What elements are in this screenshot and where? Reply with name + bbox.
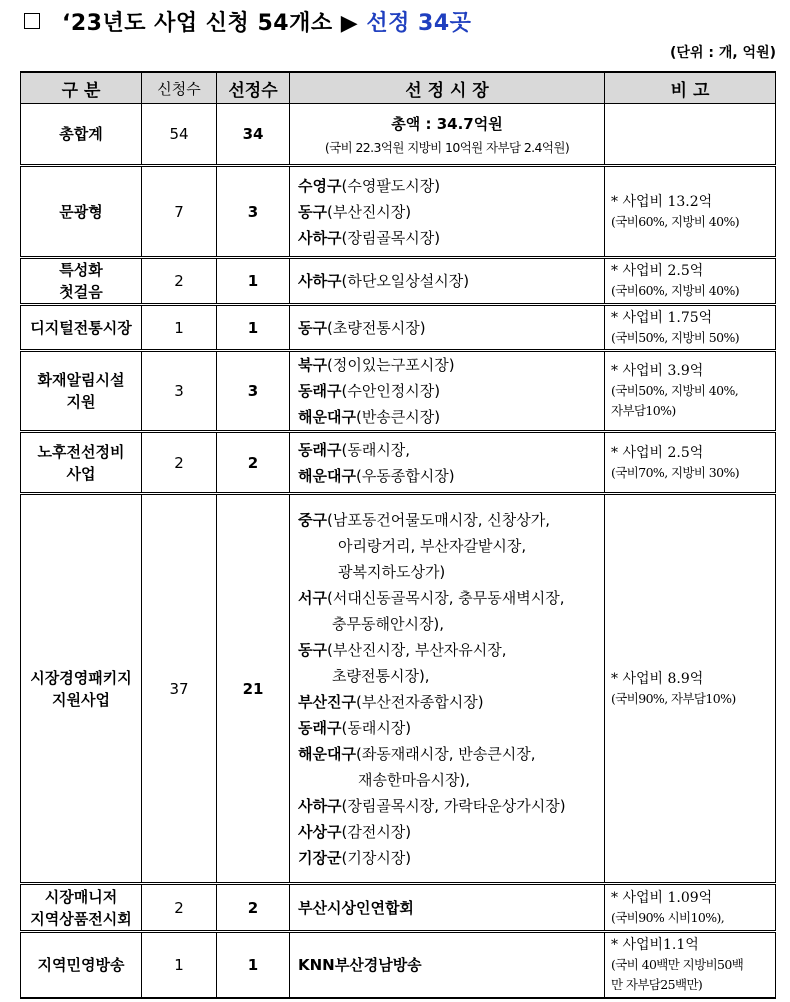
title-prefix: ‘23년도 사업 신청 54개소 ▶: [62, 10, 359, 36]
market-line: [298, 845, 604, 871]
market-names: (장림골목시장, 가락타운상가시장): [341, 796, 566, 815]
market-names: (수안인정시장): [341, 382, 441, 400]
note-main: * 사업비 8.9억: [611, 670, 704, 687]
market-line: [298, 199, 604, 225]
note-cell: [605, 166, 776, 258]
district-name: 사하구: [298, 272, 342, 290]
total-row: [21, 104, 776, 166]
selected-count: 2: [217, 432, 290, 494]
checkbox-square-icon: [24, 13, 40, 29]
district-name: 사하구: [298, 228, 342, 247]
unit-label: (단위 : 개, 억원): [670, 45, 776, 61]
market-line: [298, 819, 604, 845]
total-selected: 34: [217, 104, 290, 166]
market-names: 초량전통시장),: [332, 666, 430, 685]
market-line: [298, 793, 604, 819]
market-names: (서대신동골목시장, 충무동새벽시장,: [326, 588, 565, 607]
selected-count: 2: [217, 884, 290, 932]
table-row: [21, 166, 776, 258]
header-selected: 선정수: [217, 72, 290, 104]
market-line: [298, 559, 604, 585]
market-line: [298, 663, 604, 689]
market-line: [298, 715, 604, 741]
market-names: (부산진시장, 부산자유시장,: [326, 640, 507, 659]
note-main: * 사업비 2.5억: [611, 263, 704, 279]
district-name: 동구: [298, 640, 327, 659]
market-line: [298, 437, 604, 463]
district-name: 동래구: [298, 718, 342, 737]
category-cell: [21, 884, 142, 932]
table-header-row: [21, 72, 776, 104]
category-cell: [21, 258, 142, 305]
district-name: 부산시상인연합회: [298, 898, 414, 917]
page-title: [24, 6, 471, 36]
note-sub: (국비60%, 지방비 40%): [611, 283, 740, 298]
table-row: [21, 258, 776, 305]
category-label-line: 시장경영패키지: [30, 668, 132, 687]
markets-cell: [290, 305, 605, 351]
total-applied: 54: [142, 104, 217, 166]
category-label-line: 화재알림시설: [37, 371, 125, 389]
district-name: 해운대구: [298, 408, 356, 426]
markets-cell: [290, 351, 605, 432]
district-name: 사상구: [298, 822, 342, 841]
category-cell: [21, 932, 142, 998]
market-line: [298, 225, 604, 251]
title-highlight: 선정 34곳: [366, 10, 472, 36]
table-row: [21, 305, 776, 351]
market-names: 광복지하도상가): [338, 562, 446, 581]
market-names: (우동종합시장): [355, 466, 455, 485]
market-names: (하단오일상설시장): [341, 272, 470, 290]
applied-count: 1: [142, 305, 217, 351]
category-label: 지역민영방송: [37, 955, 125, 974]
market-line: [298, 611, 604, 637]
note-sub: (국비90% 시비10%),: [611, 909, 725, 925]
note-main: * 사업비 13.2억: [611, 193, 713, 210]
note-sub: (국비90%, 자부담10%): [611, 690, 736, 706]
market-line: [298, 741, 604, 767]
selection-table: [20, 71, 776, 999]
market-line: [298, 507, 604, 533]
total-note: [605, 104, 776, 166]
district-name: 서구: [298, 588, 327, 607]
markets-cell: [290, 432, 605, 494]
category-cell: [21, 494, 142, 884]
selected-count: 21: [217, 494, 290, 884]
table-row: [21, 432, 776, 494]
district-name: 해운대구: [298, 744, 356, 763]
category-cell: [21, 351, 142, 432]
market-line: [298, 404, 604, 430]
market-names: 재송한마음시장),: [358, 770, 471, 789]
market-line: [298, 585, 604, 611]
applied-count: 2: [142, 258, 217, 305]
header-note: 비 고: [605, 72, 776, 104]
district-name: 동구: [298, 318, 327, 337]
applied-count: 7: [142, 166, 217, 258]
market-line: [298, 378, 604, 404]
market-names: (장림골목시장): [341, 228, 441, 247]
header-applied: 신청수: [142, 72, 217, 104]
market-names: (정이있는구포시장): [326, 356, 455, 374]
category-cell: [21, 166, 142, 258]
category-cell: [21, 305, 142, 351]
district-name: KNN부산경남방송: [298, 955, 422, 974]
market-names: (반송큰시장): [355, 408, 441, 426]
note-sub: (국비70%, 지방비 30%): [611, 464, 740, 480]
market-names: (부산진시장): [326, 202, 412, 221]
selected-count: 3: [217, 351, 290, 432]
market-line: [298, 315, 604, 341]
markets-cell: [290, 932, 605, 998]
market-names: 충무동해안시장),: [332, 614, 445, 633]
district-name: 북구: [298, 356, 327, 374]
market-line: [298, 268, 604, 294]
total-label: 총합계: [21, 104, 142, 166]
selected-count: 1: [217, 305, 290, 351]
markets-cell: [290, 884, 605, 932]
total-amount-cell: [290, 104, 605, 166]
selected-count: 3: [217, 166, 290, 258]
category-label-line: 사업: [66, 464, 96, 483]
market-names: (감전시장): [341, 822, 412, 841]
market-names: (수영팔도시장): [341, 176, 441, 195]
note-main: * 사업비 1.09억: [611, 889, 713, 906]
district-name: 동구: [298, 202, 327, 221]
market-names: (초량전통시장): [326, 318, 426, 337]
market-names: 아리랑거리, 부산자갈밭시장,: [338, 536, 527, 555]
note-main: * 사업비 1.75억: [611, 309, 713, 326]
total-amount: 총액 : 34.7억원: [391, 114, 503, 133]
market-line: [298, 767, 604, 793]
header-markets: 선 정 시 장: [290, 72, 605, 104]
applied-count: 1: [142, 932, 217, 998]
applied-count: 2: [142, 432, 217, 494]
district-name: 동래구: [298, 382, 342, 400]
market-line: [298, 173, 604, 199]
district-name: 중구: [298, 510, 327, 529]
markets-cell: [290, 258, 605, 305]
table-row: [21, 351, 776, 432]
market-names: (동래시장): [341, 718, 412, 737]
markets-cell: [290, 166, 605, 258]
note-cell: [605, 932, 776, 998]
note-sub: (국비 40백만 지방비50백: [611, 956, 744, 972]
markets-cell: [290, 494, 605, 884]
market-names: (부산전자종합시장): [355, 692, 484, 711]
note-cell: [605, 258, 776, 305]
category-label-line: 지원: [66, 393, 96, 411]
market-names: (기장시장): [341, 848, 412, 867]
total-breakdown: (국비 22.3억원 지방비 10억원 자부담 2.4억원): [324, 139, 570, 155]
district-name: 수영구: [298, 176, 342, 195]
market-line: [298, 463, 604, 489]
market-line: [298, 637, 604, 663]
market-line: [298, 895, 604, 921]
note-cell: [605, 432, 776, 494]
selected-count: 1: [217, 932, 290, 998]
category-label-line: 첫걸음: [59, 283, 103, 301]
category-label-line: 노후전선정비: [37, 442, 125, 461]
note-cell: [605, 305, 776, 351]
market-line: [298, 689, 604, 715]
applied-count: 37: [142, 494, 217, 884]
note-sub: (국비60%, 지방비 40%): [611, 213, 740, 229]
category-label: 문광형: [59, 202, 103, 221]
note-sub: (국비50%, 지방비 40%,: [611, 383, 739, 398]
district-name: 해운대구: [298, 466, 356, 485]
note-main: * 사업비 2.5억: [611, 444, 704, 461]
category-label-line: 특성화: [59, 261, 103, 279]
note-cell: [605, 884, 776, 932]
district-name: 부산진구: [298, 692, 356, 711]
category-label-line: 시장매니저: [44, 887, 118, 906]
note-main: * 사업비 3.9억: [611, 363, 704, 379]
market-line: [298, 952, 604, 978]
note-main: * 사업비1.1억: [611, 936, 699, 953]
table-row: [21, 932, 776, 998]
applied-count: 2: [142, 884, 217, 932]
table-row: [21, 494, 776, 884]
applied-count: 3: [142, 351, 217, 432]
district-name: 기장군: [298, 848, 342, 867]
note-cell: [605, 494, 776, 884]
note-cell: [605, 351, 776, 432]
market-names: (좌동재래시장, 반송큰시장,: [355, 744, 536, 763]
note-sub: 만 자부담25백만): [611, 976, 703, 992]
header-category: 구 분: [21, 72, 142, 104]
market-line: [298, 352, 604, 378]
district-name: 사하구: [298, 796, 342, 815]
category-label-line: 지원사업: [52, 690, 110, 709]
note-sub: (국비50%, 지방비 50%): [611, 329, 740, 345]
table-row: [21, 884, 776, 932]
category-cell: [21, 432, 142, 494]
category-label-line: 지역상품전시회: [30, 909, 132, 928]
selected-count: 1: [217, 258, 290, 305]
market-names: (남포동건어물도매시장, 신창상가,: [326, 510, 551, 529]
note-sub: 자부담10%): [611, 403, 676, 418]
market-names: (동래시장,: [341, 440, 411, 459]
category-label: 디지털전통시장: [30, 318, 132, 337]
district-name: 동래구: [298, 440, 342, 459]
market-line: [298, 533, 604, 559]
